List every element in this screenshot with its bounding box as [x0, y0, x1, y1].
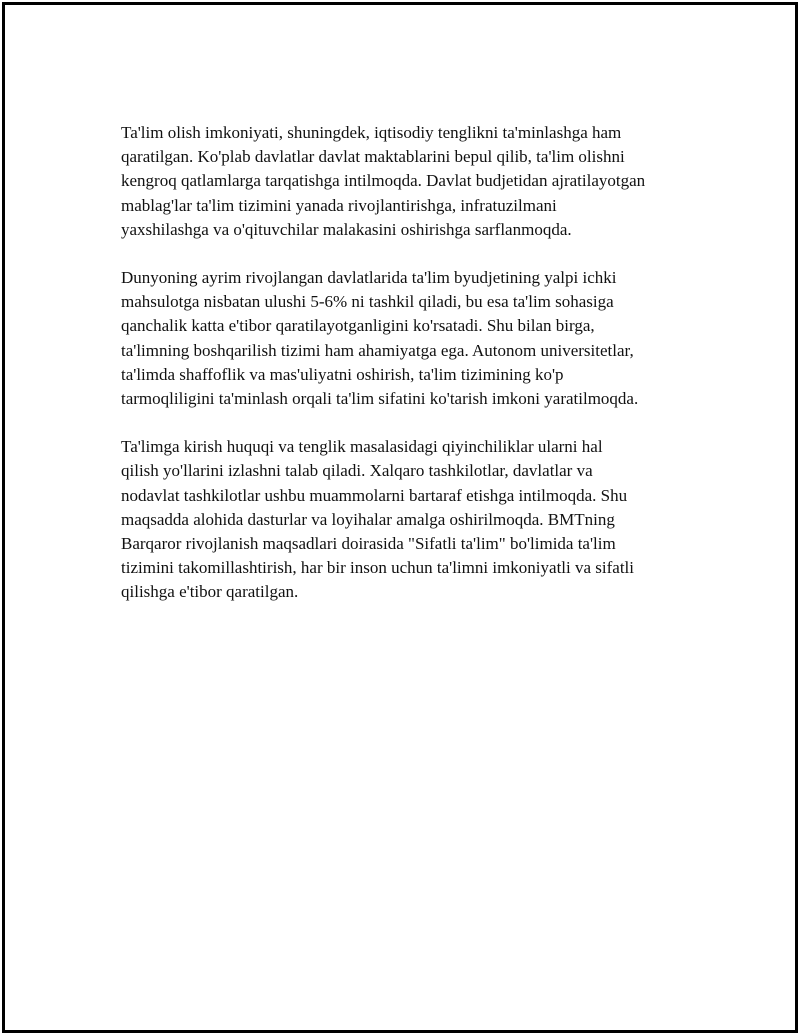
paragraph-1: Ta'lim olish imkoniyati, shuningdek, iqtisodiy tenglikni ta'minlashga ham qaratilgan. Ko'plab davlatlar davlat maktablarini bepul qilib, ta'lim olishni kengroq qatlamlarga tarqatishga intilmoqda. Davlat budjetidan ajratilayotgan mablag'lar ta'lim tizimini yanada rivojlantirishga, infratuzilmani yaxshilashga va o'qituvchilar malakasini oshirishga sarflanmoqda. [121, 123, 646, 239]
page-frame [2, 2, 798, 1033]
document-body [121, 121, 711, 629]
paragraph-2: Dunyoning ayrim rivojlangan davlatlarida ta'lim byudjetining yalpi ichki mahsulotga nisbatan ulushi 5-6% ni tashkil qiladi, bu esa ta'lim sohasiga qanchalik katta e'tibor qaratilayotganligini ko'rsatadi. Shu bilan birga, ta'limning boshqarilish tizimi ham ahamiyatga ega. Autonom universitetlar, ta'limda shaffoflik va mas'uliyatni oshirish, ta'lim tizimining ko'p tarmoqliligini ta'minlash orqali ta'lim sifatini ko'tarish imkoni yaratilmoqda. [121, 268, 639, 409]
paragraph-3: Ta'limga kirish huquqi va tenglik masalasidagi qiyinchiliklar ularni hal qilish yo'llarini izlashni talab qiladi. Xalqaro tashkilotlar, davlatlar va nodavlat tashkilotlar ushbu muammolarni bartaraf etishga intilmoqda. Shu maqsadda alohida dasturlar va loyihalar amalga oshirilmoqda. BMTning Barqaror rivojlanish maqsadlari doirasida "Sifatli ta'lim" bo'limida ta'lim tizimini takomillashtirish, har bir inson uchun ta'limni imkoniyatli va sifatli qilishga e'tibor qaratilgan. [121, 437, 634, 602]
